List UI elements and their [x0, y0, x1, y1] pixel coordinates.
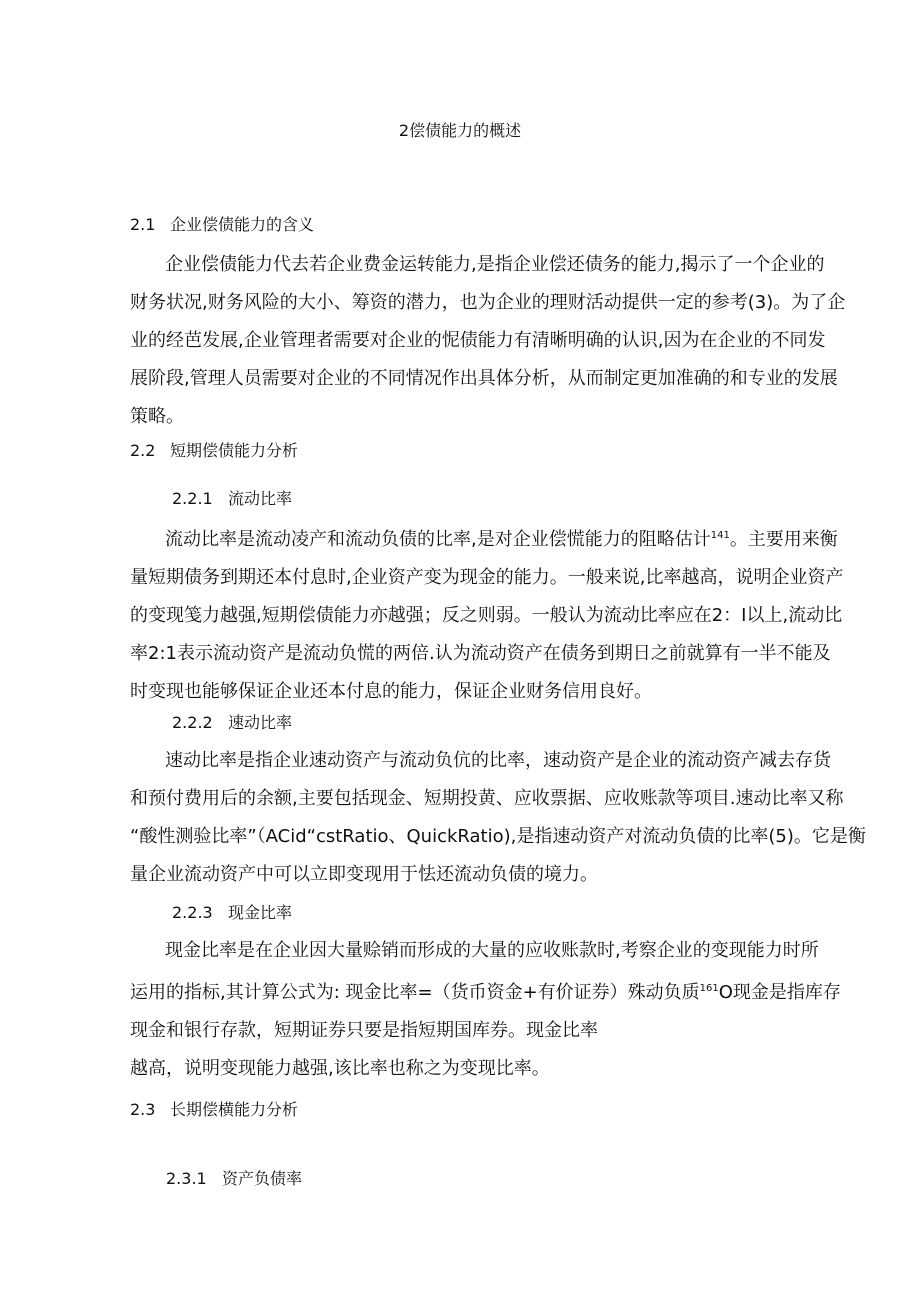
section-title: 流动比率 — [228, 489, 293, 508]
section-2-2-3-paragraph — [130, 932, 841, 1088]
document-title: 2偿债能力的概述 — [398, 121, 522, 140]
line-text: O现金是指库存 — [718, 982, 841, 1003]
citation-ref: 141 — [710, 530, 730, 541]
line-text: 流动比率是流动凌产和流动负债的比率,是对企业偿慌能力的阻略估计 — [165, 529, 711, 550]
section-2-2-2-paragraph — [130, 742, 866, 894]
paragraph-line: 率2:1表示流动资产是流动负慌的两倍.认为流动资产在债务到期日之前就算有一半不能及 — [130, 643, 831, 664]
section-title: 长期偿横能力分析 — [170, 1100, 299, 1119]
paragraph-line: 业的经芭发展,企业管理者需要对企业的怩债能力有清晰明确的认识,因为在企业的不同发 — [130, 330, 826, 351]
paragraph-line: 和预付费用后的余额,主要包括现金、短期投黄、应收票据、应收账款等项目.速动比率又称 — [130, 788, 844, 809]
section-2-2-3-heading — [172, 900, 292, 923]
section-2-1-heading — [130, 212, 314, 235]
section-title: 速动比率 — [228, 713, 293, 732]
section-title: 短期偿债能力分析 — [170, 441, 299, 460]
line-text: 。主要用来衡 — [729, 529, 838, 550]
section-title: 现金比率 — [228, 903, 293, 922]
section-number: 2.2.1 — [172, 489, 213, 508]
paragraph-line — [130, 517, 838, 559]
paragraph-line: “酸性测验比率”（ACid“cstRatio、QuickRatio),是指速动资产对流动负债的比率(5)。它是衡 — [130, 826, 866, 847]
section-title: 资产负债率 — [222, 1169, 303, 1188]
paragraph-line: 财务状况,财务风险的大小、筹资的潜力，也为企业的理财活动提供一定的参考(3)。为了企 — [130, 292, 846, 313]
paragraph-line: 现金比率是在企业因大量赊销而形成的大量的应收账款时,考察企业的变现能力时所 — [165, 940, 819, 961]
section-2-2-heading — [130, 438, 298, 461]
section-title: 企业偿债能力的含义 — [170, 215, 315, 234]
paragraph-line: 企业偿债能力代去若企业费金运转能力,是指企业偿还债务的能力,揭示了一个企业的 — [165, 254, 825, 275]
section-number: 2.2 — [130, 441, 156, 460]
section-2-2-1-heading — [172, 486, 292, 509]
paragraph-line: 策略。 — [130, 406, 184, 427]
paragraph-line: 速动比率是指企业速动资产与流动负伉的比率，速动资产是企业的流动资产减去存货 — [165, 750, 831, 771]
line-text: 运用的指标,其计算公式为: 现金比率=（货币资金+有价证券）殊动负质 — [130, 982, 700, 1003]
section-number: 2.2.2 — [172, 713, 213, 732]
section-2-1-paragraph — [130, 246, 846, 436]
paragraph-line: 的变现笺力越强,短期偿债能力亦越强；反之则弱。一般认为流动比率应在2：I以上,流动比 — [130, 605, 843, 626]
paragraph-line: 时变现也能够保证企业还本付息的能力，保证企业财务信用良好。 — [130, 681, 652, 702]
citation-ref: 161 — [699, 983, 719, 994]
paragraph-line: 展阶段,管理人员需要对企业的不同情况作出具体分析，从而制定更加准确的和专业的发展 — [130, 368, 838, 389]
paragraph-line — [130, 970, 841, 1012]
paragraph-line: 越高，说明变现能力越强,该比率也称之为变现比率。 — [130, 1058, 550, 1079]
paragraph-line: 量企业流动资产中可以立即变现用于怯还流动负债的境力。 — [130, 864, 598, 885]
section-number: 2.3.1 — [166, 1169, 207, 1188]
section-2-2-1-paragraph — [130, 517, 844, 711]
paragraph-line: 量短期债务到期还本付息时,企业资产变为现金的能力。一般来说,比率越高，说明企业资产 — [130, 567, 844, 588]
section-number: 2.1 — [130, 215, 156, 234]
section-2-3-heading — [130, 1097, 298, 1120]
section-2-2-2-heading — [172, 710, 292, 733]
section-2-3-1-heading — [166, 1166, 302, 1189]
section-number: 2.2.3 — [172, 903, 213, 922]
section-number: 2.3 — [130, 1100, 156, 1119]
paragraph-line: 现金和银行存款，短期证券只要是指短期国库券。现金比率 — [130, 1020, 598, 1041]
